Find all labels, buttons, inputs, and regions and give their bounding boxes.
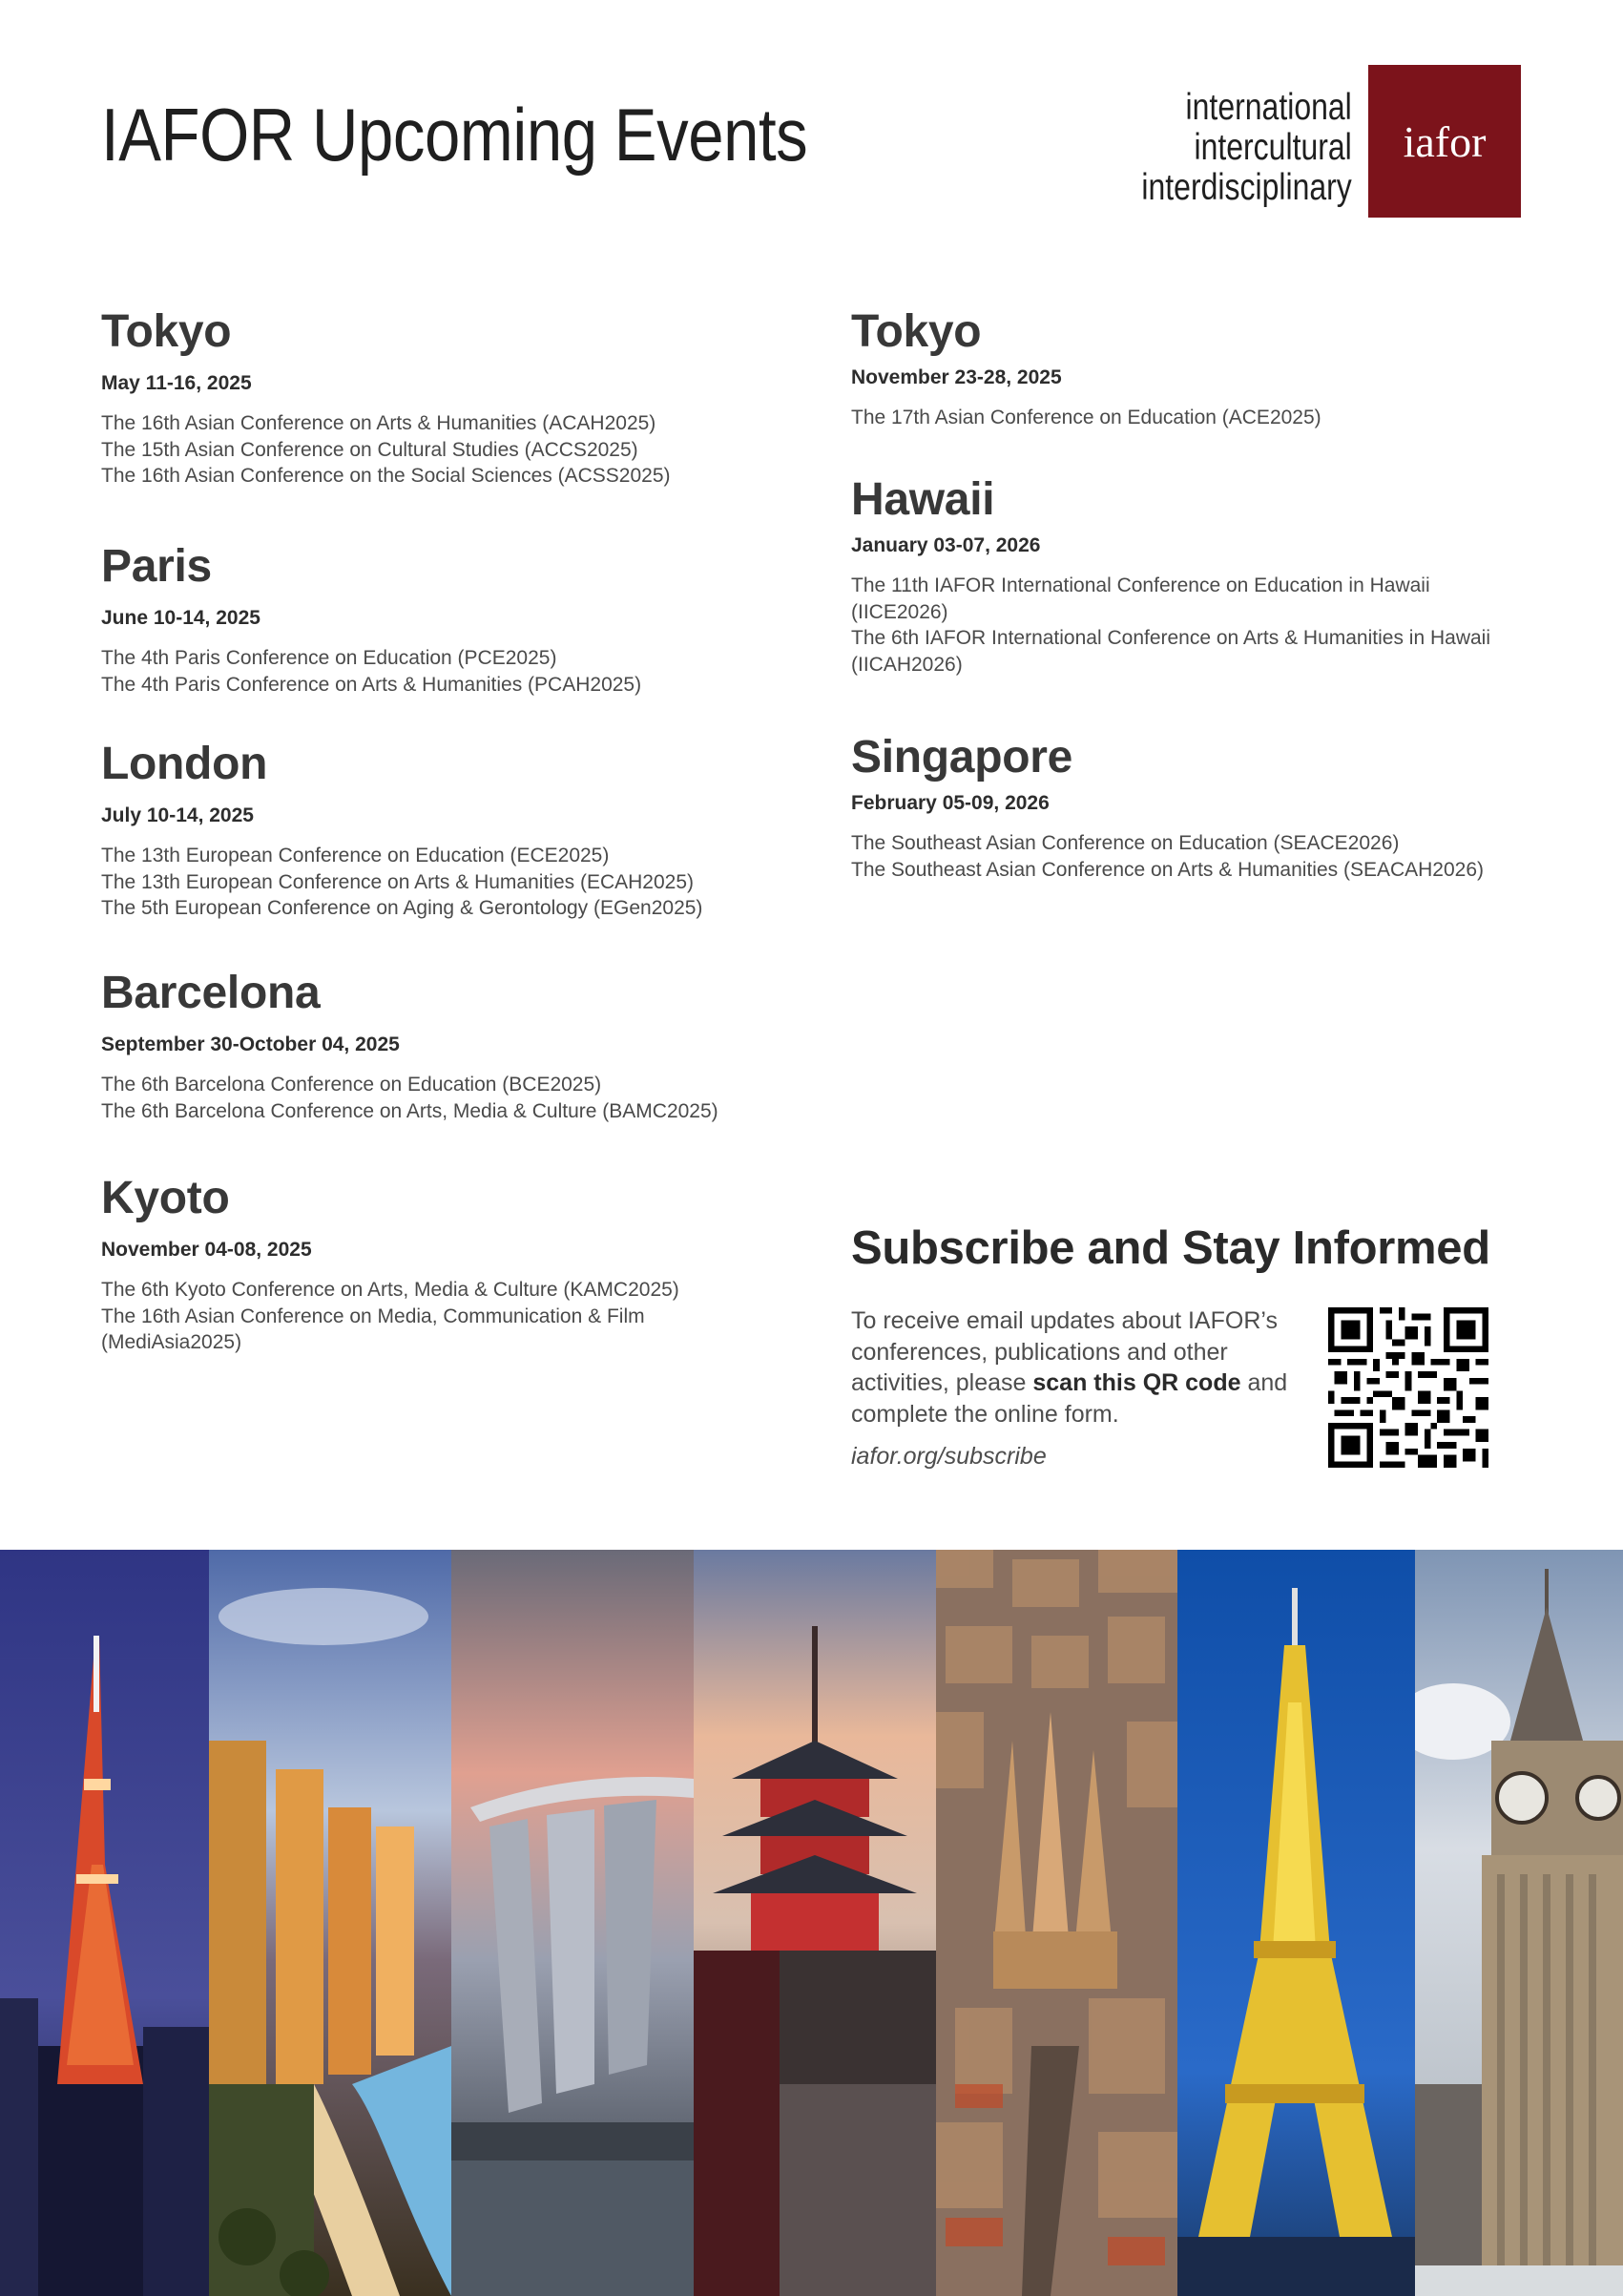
tagline-line: interdisciplinary (1141, 167, 1352, 208)
conference-item: The 5th European Conference on Aging & Gerontology (EGen2025) (101, 897, 703, 919)
photo-big-ben (1415, 1550, 1623, 2296)
subscribe-link[interactable]: iafor.org/subscribe (851, 1443, 1047, 1470)
qr-code-icon[interactable] (1328, 1307, 1488, 1468)
photo-eiffel-tower (1177, 1550, 1415, 2296)
event-date: May 11-16, 2025 (101, 372, 252, 394)
conference-item: The 15th Asian Conference on Cultural Studies (ACCS2025) (101, 438, 638, 461)
conference-item: The 17th Asian Conference on Education (ACE2025) (851, 407, 1321, 428)
subscribe-text-bold: scan this QR code (1032, 1369, 1241, 1396)
subscribe-section (851, 1218, 1538, 1470)
conference-item: The Southeast Asian Conference on Arts & Humanities (SEACAH2026) (851, 858, 1485, 881)
conference-item: The Southeast Asian Conference on Education (SEACE2026) (851, 832, 1400, 854)
event-city: Kyoto (101, 1173, 230, 1223)
event-block (101, 736, 826, 965)
events-left-column (101, 303, 826, 1356)
event-block (101, 1170, 712, 1356)
event-date: November 23-28, 2025 (851, 366, 1062, 388)
subscribe-text-part: To receive email updates about IAFOR’s conferences, publications and other activities, please (851, 1307, 1278, 1396)
event-block (851, 729, 1576, 883)
tagline (1142, 88, 1352, 208)
event-city: London (101, 739, 268, 789)
conference-item: The 4th Paris Conference on Arts & Humanities (PCAH2025) (101, 673, 642, 696)
event-city: Singapore (851, 732, 1073, 783)
page-title: IAFOR Upcoming Events (101, 93, 808, 177)
conference-item: The 6th Kyoto Conference on Arts, Media & Culture (KAMC2025) (101, 1279, 679, 1301)
event-date: July 10-14, 2025 (101, 804, 254, 826)
photo-singapore (451, 1550, 694, 2296)
subscribe-text (851, 1305, 1290, 1430)
event-city: Tokyo (851, 306, 982, 357)
event-block (101, 303, 826, 538)
conference-item: The 16th Asian Conference on Media, Communication & Film (MediAsia2025) (101, 1305, 645, 1353)
photo-tokyo-tower (0, 1550, 209, 2296)
conference-item: The 11th IAFOR International Conference on Education in Hawaii (IICE2026) (851, 574, 1430, 623)
photo-hawaii (209, 1550, 451, 2296)
event-block (101, 538, 826, 736)
event-date: February 05-09, 2026 (851, 792, 1050, 814)
event-date: June 10-14, 2025 (101, 607, 260, 629)
photo-kyoto-pagoda (694, 1550, 936, 2296)
event-city: Paris (101, 541, 212, 592)
tagline-line: international (1185, 87, 1352, 128)
event-date: September 30-October 04, 2025 (101, 1033, 400, 1055)
subscribe-text-part: and complete the online form. (851, 1369, 1288, 1428)
iafor-logo: iafor (1368, 65, 1521, 218)
tagline-line: intercultural (1194, 127, 1352, 168)
conference-item: The 6th Barcelona Conference on Education (BCE2025) (101, 1074, 602, 1096)
conference-item: The 16th Asian Conference on the Social Sciences (ACSS2025) (101, 465, 671, 487)
subscribe-title: Subscribe and Stay Informed (851, 1222, 1490, 1274)
event-block (101, 965, 826, 1170)
event-block (851, 471, 1500, 729)
city-photo-strip (0, 1550, 1623, 2296)
conference-item: The 6th Barcelona Conference on Arts, Media & Culture (BAMC2025) (101, 1099, 718, 1122)
conference-item: The 6th IAFOR International Conference on Arts & Humanities in Hawaii (IICAH2026) (851, 627, 1490, 676)
event-block (851, 303, 1576, 471)
events-right-column (851, 303, 1576, 883)
conference-item: The 16th Asian Conference on Arts & Humanities (ACAH2025) (101, 412, 656, 434)
event-city: Barcelona (101, 968, 321, 1018)
event-city: Tokyo (101, 306, 232, 357)
event-date: January 03-07, 2026 (851, 534, 1041, 556)
conference-item: The 13th European Conference on Education (ECE2025) (101, 845, 610, 866)
event-date: November 04-08, 2025 (101, 1239, 312, 1261)
conference-item: The 13th European Conference on Arts & Humanities (ECAH2025) (101, 870, 695, 893)
photo-barcelona (936, 1550, 1177, 2296)
event-city: Hawaii (851, 474, 995, 525)
conference-item: The 4th Paris Conference on Education (PCE2025) (101, 647, 557, 669)
